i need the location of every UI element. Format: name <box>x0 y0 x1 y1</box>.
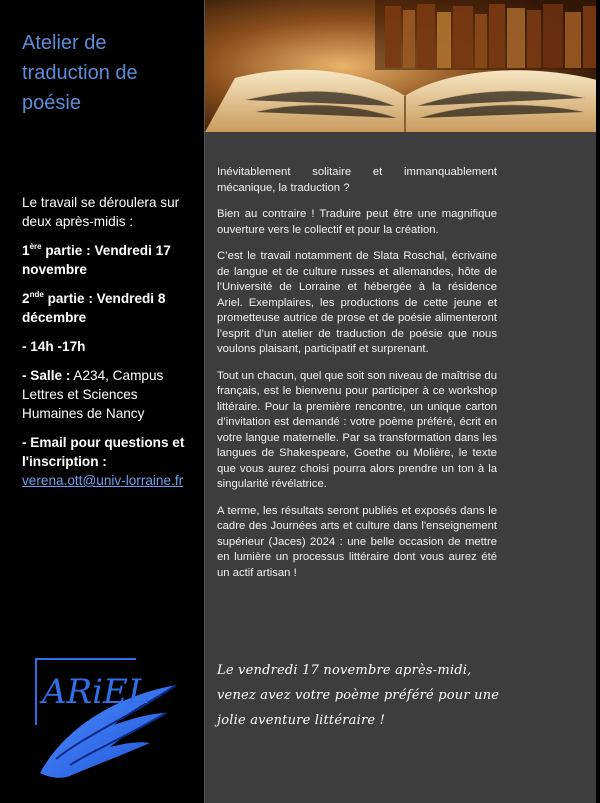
body-text <box>217 165 497 592</box>
logo-wordmark: ARiEL <box>42 672 151 712</box>
part-1-number: 1 <box>22 243 30 258</box>
schedule-part-2 <box>22 289 187 327</box>
email-info <box>22 433 187 490</box>
part-2-ordinal: nde <box>29 290 44 299</box>
schedule-intro: Le travail se déroulera sur deux après-midis : <box>22 195 180 229</box>
schedule-part-1 <box>22 241 187 279</box>
sidebar <box>0 0 204 803</box>
room-label: - Salle : <box>22 368 71 383</box>
schedule-time: - 14h -17h <box>22 339 86 354</box>
paragraph: A terme, les résultats seront publiés et exposés dans le cadre des Journées arts et culture dans l'enseignement supérieur (Jaces) 2024 : une belle occasion de mettre en lumière un processus littéraire dont vous aurez été un actif artisan ! <box>217 504 497 579</box>
email-label: - Email pour questions et l'inscription : <box>22 435 185 469</box>
main-panel <box>204 0 597 803</box>
right-border <box>596 0 600 803</box>
room-value: A234, Campus Lettres et Sciences Humaines de Nancy <box>22 368 164 421</box>
ariel-logo <box>26 655 186 785</box>
paragraph: Tout un chacun, quel que soit son niveau de maîtrise du français, est le bienvenu pour participer à ce workshop littéraire. Pour la première rencontre, un unique carton d’invitation est demandé : votre poème préféré, écrit en votre langue maternelle. Par sa transformation dans les langues de Shakespeare, Goethe ou Molière, le texte que vous aurez choisi pourra alors prendre un ton à la singularité révélatrice. <box>217 369 497 490</box>
part-2-number: 2 <box>22 291 30 306</box>
paragraph: Bien au contraire ! Traduire peut être une magnifique ouverture vers le collectif et pour la création. <box>217 208 497 236</box>
part-2-label: partie : Vendredi 8 décembre <box>22 291 166 325</box>
page-title: Atelier de traduction de poésie <box>22 32 138 114</box>
part-1-label: partie : Vendredi 17 novembre <box>22 243 171 277</box>
closing-invitation: Le vendredi 17 novembre après-midi, venez avez votre poème préféré pour une jolie aventure littéraire ! <box>217 663 500 728</box>
paragraph: C’est le travail notamment de Slata Roschal, écrivaine de langue et de culture russes et allemandes, hôte de l’Université de Lorraine et hébergée à la résidence Ariel. Exemplaires, les productions de cette jeune et prometteuse autrice de prose et de poésie alimenteront l’esprit d’un atelier de traduction de poésie que nous voulons plaisant, participatif et surprenant. <box>217 250 497 355</box>
room-info <box>22 366 187 423</box>
event-info <box>22 193 187 500</box>
part-1-ordinal: ère <box>29 242 42 251</box>
books-photo <box>205 0 597 132</box>
email-link[interactable]: verena.ott@univ-lorraine.fr <box>22 473 184 488</box>
paragraph: Inévitablement solitaire et immanquablement mécanique, la traduction ? <box>217 166 497 194</box>
